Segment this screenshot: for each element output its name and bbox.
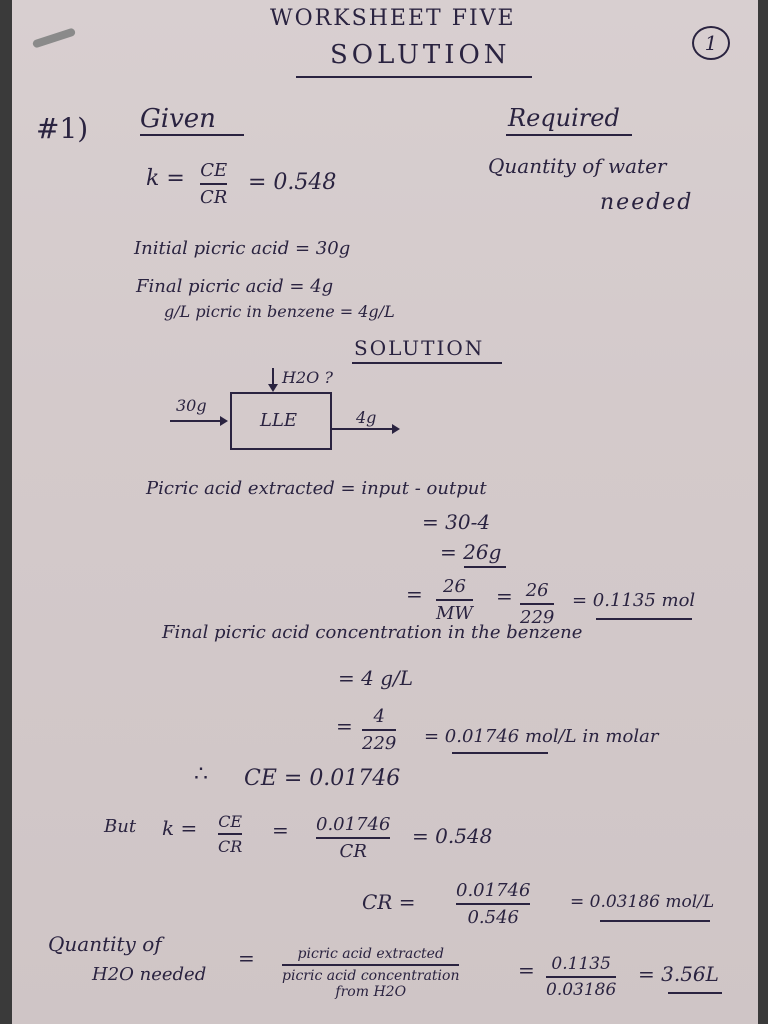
numerator: CE — [218, 812, 243, 831]
extracted-line-2: = 30-4 — [422, 510, 491, 534]
final-picric: Final picric acid = 4g — [136, 276, 334, 297]
quantity-fraction-1 — [282, 946, 459, 1000]
final-conc-result: = 0.01746 mol/L in molar — [424, 726, 659, 747]
denominator: picric acid concentration — [282, 968, 460, 984]
worksheet-page — [12, 0, 758, 1024]
numerator: 0.01746 — [456, 880, 531, 901]
ce-result: CE = 0.01746 — [244, 766, 401, 791]
water-arrow — [272, 368, 274, 390]
final-conc-line-2: = 4 g/L — [338, 666, 414, 690]
paper-clip — [32, 27, 76, 48]
benzene-conc: g/L picric in benzene = 4g/L — [164, 302, 395, 321]
extracted-underline — [464, 566, 506, 568]
solution-underline — [352, 362, 502, 364]
output-arrow — [332, 428, 398, 430]
worksheet-title: WORKSHEET FIVE — [270, 6, 516, 31]
cr-result: = 0.03186 mol/L — [570, 892, 715, 912]
denominator: 0.546 — [467, 907, 519, 928]
fraction-bar — [546, 976, 616, 978]
denominator-line-2: from H2O — [335, 984, 407, 1000]
fraction-bar — [520, 603, 554, 605]
title-underline — [296, 76, 532, 78]
given-heading: Given — [140, 104, 216, 134]
final-conc-eq: = — [336, 714, 353, 738]
extracted-eq: = — [406, 582, 423, 606]
denominator: 229 — [520, 607, 555, 628]
worksheet-subtitle: SOLUTION — [330, 40, 511, 70]
numerator: 4 — [373, 706, 385, 727]
cr-lhs: CR = — [362, 890, 416, 914]
k-fraction — [200, 160, 227, 208]
but-fraction-1 — [218, 812, 242, 856]
extracted-result: = 0.1135 mol — [572, 590, 696, 611]
fraction-bar — [218, 833, 242, 835]
fraction-bar — [362, 729, 396, 731]
required-heading: Required — [508, 104, 620, 132]
but-result: = 0.548 — [412, 824, 493, 848]
given-underline — [140, 134, 244, 136]
denominator: 0.03186 — [546, 980, 617, 1000]
quantity-fraction-2 — [546, 954, 616, 1000]
quantity-result: = 3.56L — [638, 962, 719, 986]
mass-over-mw — [436, 576, 473, 624]
problem-label: #1) — [36, 112, 89, 145]
page-number-circle — [692, 26, 730, 60]
solution-heading: SOLUTION — [354, 336, 485, 360]
quantity-eq: = — [238, 946, 255, 970]
quantity-label-2: H2O needed — [92, 964, 207, 985]
denominator: CR — [339, 841, 367, 862]
fraction-bar — [456, 903, 530, 905]
required-underline — [506, 134, 632, 136]
but-label: But — [104, 816, 137, 837]
quantity-result-underline — [668, 992, 722, 994]
cr-label: CR — [200, 187, 228, 208]
numerator: 0.1135 — [551, 954, 611, 974]
but-k: k = — [162, 816, 198, 840]
numerator: 0.01746 — [316, 814, 391, 835]
initial-picric: Initial picric acid = 30g — [134, 238, 351, 259]
cr-result-underline — [600, 920, 710, 922]
water-label: H2O ? — [282, 368, 333, 387]
but-eq: = — [272, 818, 289, 842]
mass-over-229 — [520, 580, 554, 628]
k-lhs: k = — [146, 166, 185, 191]
ce-label: CE — [200, 160, 228, 181]
quantity-eq-2: = — [518, 958, 535, 982]
lle-label: LLE — [260, 410, 298, 431]
quantity-label-1: Quantity of — [48, 932, 162, 956]
fraction-bar — [316, 837, 390, 839]
fraction-bar — [200, 183, 227, 185]
input-label: 30g — [176, 396, 207, 415]
denominator: CR — [218, 837, 243, 856]
final-conc-line-1: Final picric acid concentration in the benzene — [162, 622, 583, 643]
numerator: 26 — [525, 580, 549, 601]
extracted-eq-2: = — [496, 584, 513, 608]
conc-fraction — [362, 706, 396, 754]
k-value: = 0.548 — [248, 170, 337, 195]
required-line-2: needed — [600, 190, 694, 215]
final-conc-underline — [452, 752, 548, 754]
fraction-bar — [282, 964, 459, 966]
required-line-1: Quantity of water — [488, 154, 667, 178]
but-fraction-2 — [316, 814, 390, 862]
extracted-line-1: Picric acid extracted = input - output — [146, 478, 487, 499]
therefore-symbol: ∴ — [194, 762, 208, 787]
extracted-line-3: = 26g — [440, 540, 502, 564]
cr-fraction — [456, 880, 530, 928]
fraction-bar — [436, 599, 473, 601]
output-label: 4g — [356, 408, 377, 427]
denominator: 229 — [362, 733, 397, 754]
numerator: picric acid extracted — [297, 946, 444, 962]
input-arrow — [170, 420, 226, 422]
denominator: MW — [436, 603, 473, 624]
numerator: 26 — [443, 576, 466, 597]
page-number: 1 — [704, 31, 718, 55]
extracted-result-underline — [596, 618, 692, 620]
